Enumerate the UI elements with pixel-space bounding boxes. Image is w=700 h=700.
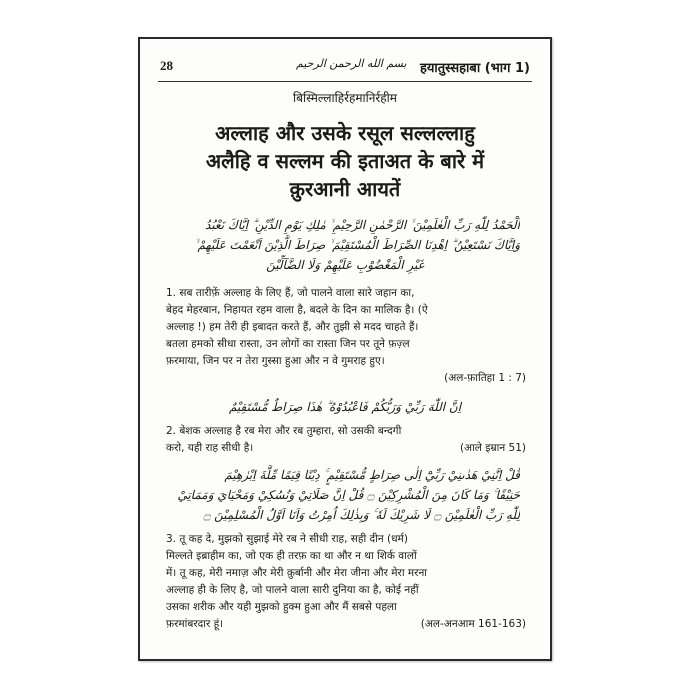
chapter-title-line: अलैहि व सल्लम की इताअत के बारे में <box>205 149 485 173</box>
arabic-line: حَنِيْفًا ۚ وَمَا كَانَ مِنَ الْمُشْرِكِيْنَ ۝ قُلْ اِنَّ صَلَاتِيْ وَنُسُكِيْ وَمَحْيَايَ وَمَمَاتِيْ <box>177 488 520 502</box>
verse-line: उसका शरीक और यही मुझको हुक्म हुआ और मैं सबसे पहला <box>166 601 397 613</box>
arabic-fatiha <box>170 215 520 275</box>
verse-line: अल्लाह ही के लिए है, जो पालने वाला सारी दुनिया का है, कोई नहीं <box>166 584 419 596</box>
verse-reference: (अल-फ़ातिहा 1 : 7) <box>444 372 526 384</box>
verse-2-translation <box>166 423 526 457</box>
verse-line: करो, यही राह सीधी है। <box>166 442 254 454</box>
book-page <box>138 37 552 661</box>
verse-line: बतला हमको सीधा रास्ता, उन लोगों का रास्ता जिन पर तूने फ़ज़्ल <box>166 338 410 350</box>
verse-line: अल्लाह !) हम तेरी ही इबादत करते हैं, और तुझी से मदद चाहते हैं। <box>166 321 419 333</box>
chapter-title-line: अल्लाह और उसके रसूल सल्लल्लाहु <box>215 121 475 145</box>
arabic-line: غَيْرِ الْمَغْضُوْبِ عَلَيْهِمْ وَلَا الضَّآلِّيْنَ <box>266 258 424 272</box>
page-header <box>148 57 542 77</box>
verse-line: बेहद मेहरबान, निहायत रहम वाला है, बदले के दिन का मालिक है। (ऐ <box>166 304 428 316</box>
chapter-title <box>164 119 526 203</box>
arabic-verse-3 <box>170 465 520 525</box>
verse-line: 1. सब तारीफ़ें अल्लाह के लिए हैं, जो पालने वाला सारे जहान का, <box>166 287 415 299</box>
header-arabic-calligraphy: بسم الله الرحمن الرحيم <box>296 57 407 70</box>
verse-line: फ़रमाया, जिन पर न तेरा गुस्सा हुआ और न वे गुमराह हुए। <box>166 355 385 367</box>
header-divider <box>158 81 532 82</box>
book-title: हयातुस्सहाबा (भाग 1) <box>419 61 530 76</box>
arabic-line: وَاِيَّاكَ نَسْتَعِيْنُ ۗ اِهْدِنَا الصِّرَاطَ الْمُسْتَقِيْمَ ۙ صِرَاطَ الَّذِيْنَ اَنْعَمْتَ عَلَيْهِمْ ۙ <box>194 238 520 252</box>
verse-line: मिल्लते इब्राहीम का, जो एक ही तरफ़ का था और न था शिर्क वालों <box>166 550 417 562</box>
chapter-title-line: क़ुरआनी आयतें <box>289 177 401 201</box>
verse-reference: (आले इम्रान 51) <box>459 442 526 454</box>
verse-line: 2. बेशक अल्लाह है रब मेरा और रब तुम्हारा, सो उसकी बन्दगी <box>166 425 402 437</box>
arabic-line: اَلْحَمْدُ لِلّٰهِ رَبِّ الْعٰلَمِيْنَ ۙ الرَّحْمٰنِ الرَّحِيْمِ ۙ مٰلِكِ يَوْمِ الدِّيْنِ ۗ اِيَّاكَ نَعْبُدُ <box>205 218 520 232</box>
verse-line: में। तू कह, मेरी नमाज़ और मेरी क़ुर्बानी और मेरा जीना और मेरा मरना <box>166 567 428 579</box>
page-number: 28 <box>160 58 173 73</box>
bismillah-heading: बिस्मिल्लाहिर्रहमानिर्रहीम <box>293 91 397 105</box>
arabic-verse-2 <box>170 397 520 417</box>
arabic-line: قُلْ اِنَّنِيْ هَدٰىنِيْ رَبِّيْٓ اِلٰى صِرَاطٍ مُّسْتَقِيْمٍ ۚ دِيْنًا قِيَمًا مِّلَّةَ اِبْرٰهِيْمَ <box>224 468 520 482</box>
verse-line: 3. तू कह दे, मुझको सुझाई मेरे रब ने सीधी राह, सही दीन (धर्म) <box>166 533 408 545</box>
verse-3-translation <box>166 531 526 633</box>
verse-1-translation <box>166 285 526 387</box>
arabic-line: لِلّٰهِ رَبِّ الْعٰلَمِيْنَ ۝ لَا شَرِيْكَ لَهٗ ۚ وَبِذٰلِكَ اُمِرْتُ وَاَنَا اَوَّلُ الْمُسْلِمِيْنَ ۝ <box>203 508 520 522</box>
verse-line: फ़रमांबरदार हूं। <box>166 618 224 630</box>
arabic-line: اِنَّ اللّٰهَ رَبِّيْ وَرَبُّكُمْ فَاعْبُدُوْهُ ۗ هٰذَا صِرَاطٌ مُّسْتَقِيْمٌ <box>228 400 462 414</box>
verse-reference: (अल-अनआम 161-163) <box>420 618 526 630</box>
